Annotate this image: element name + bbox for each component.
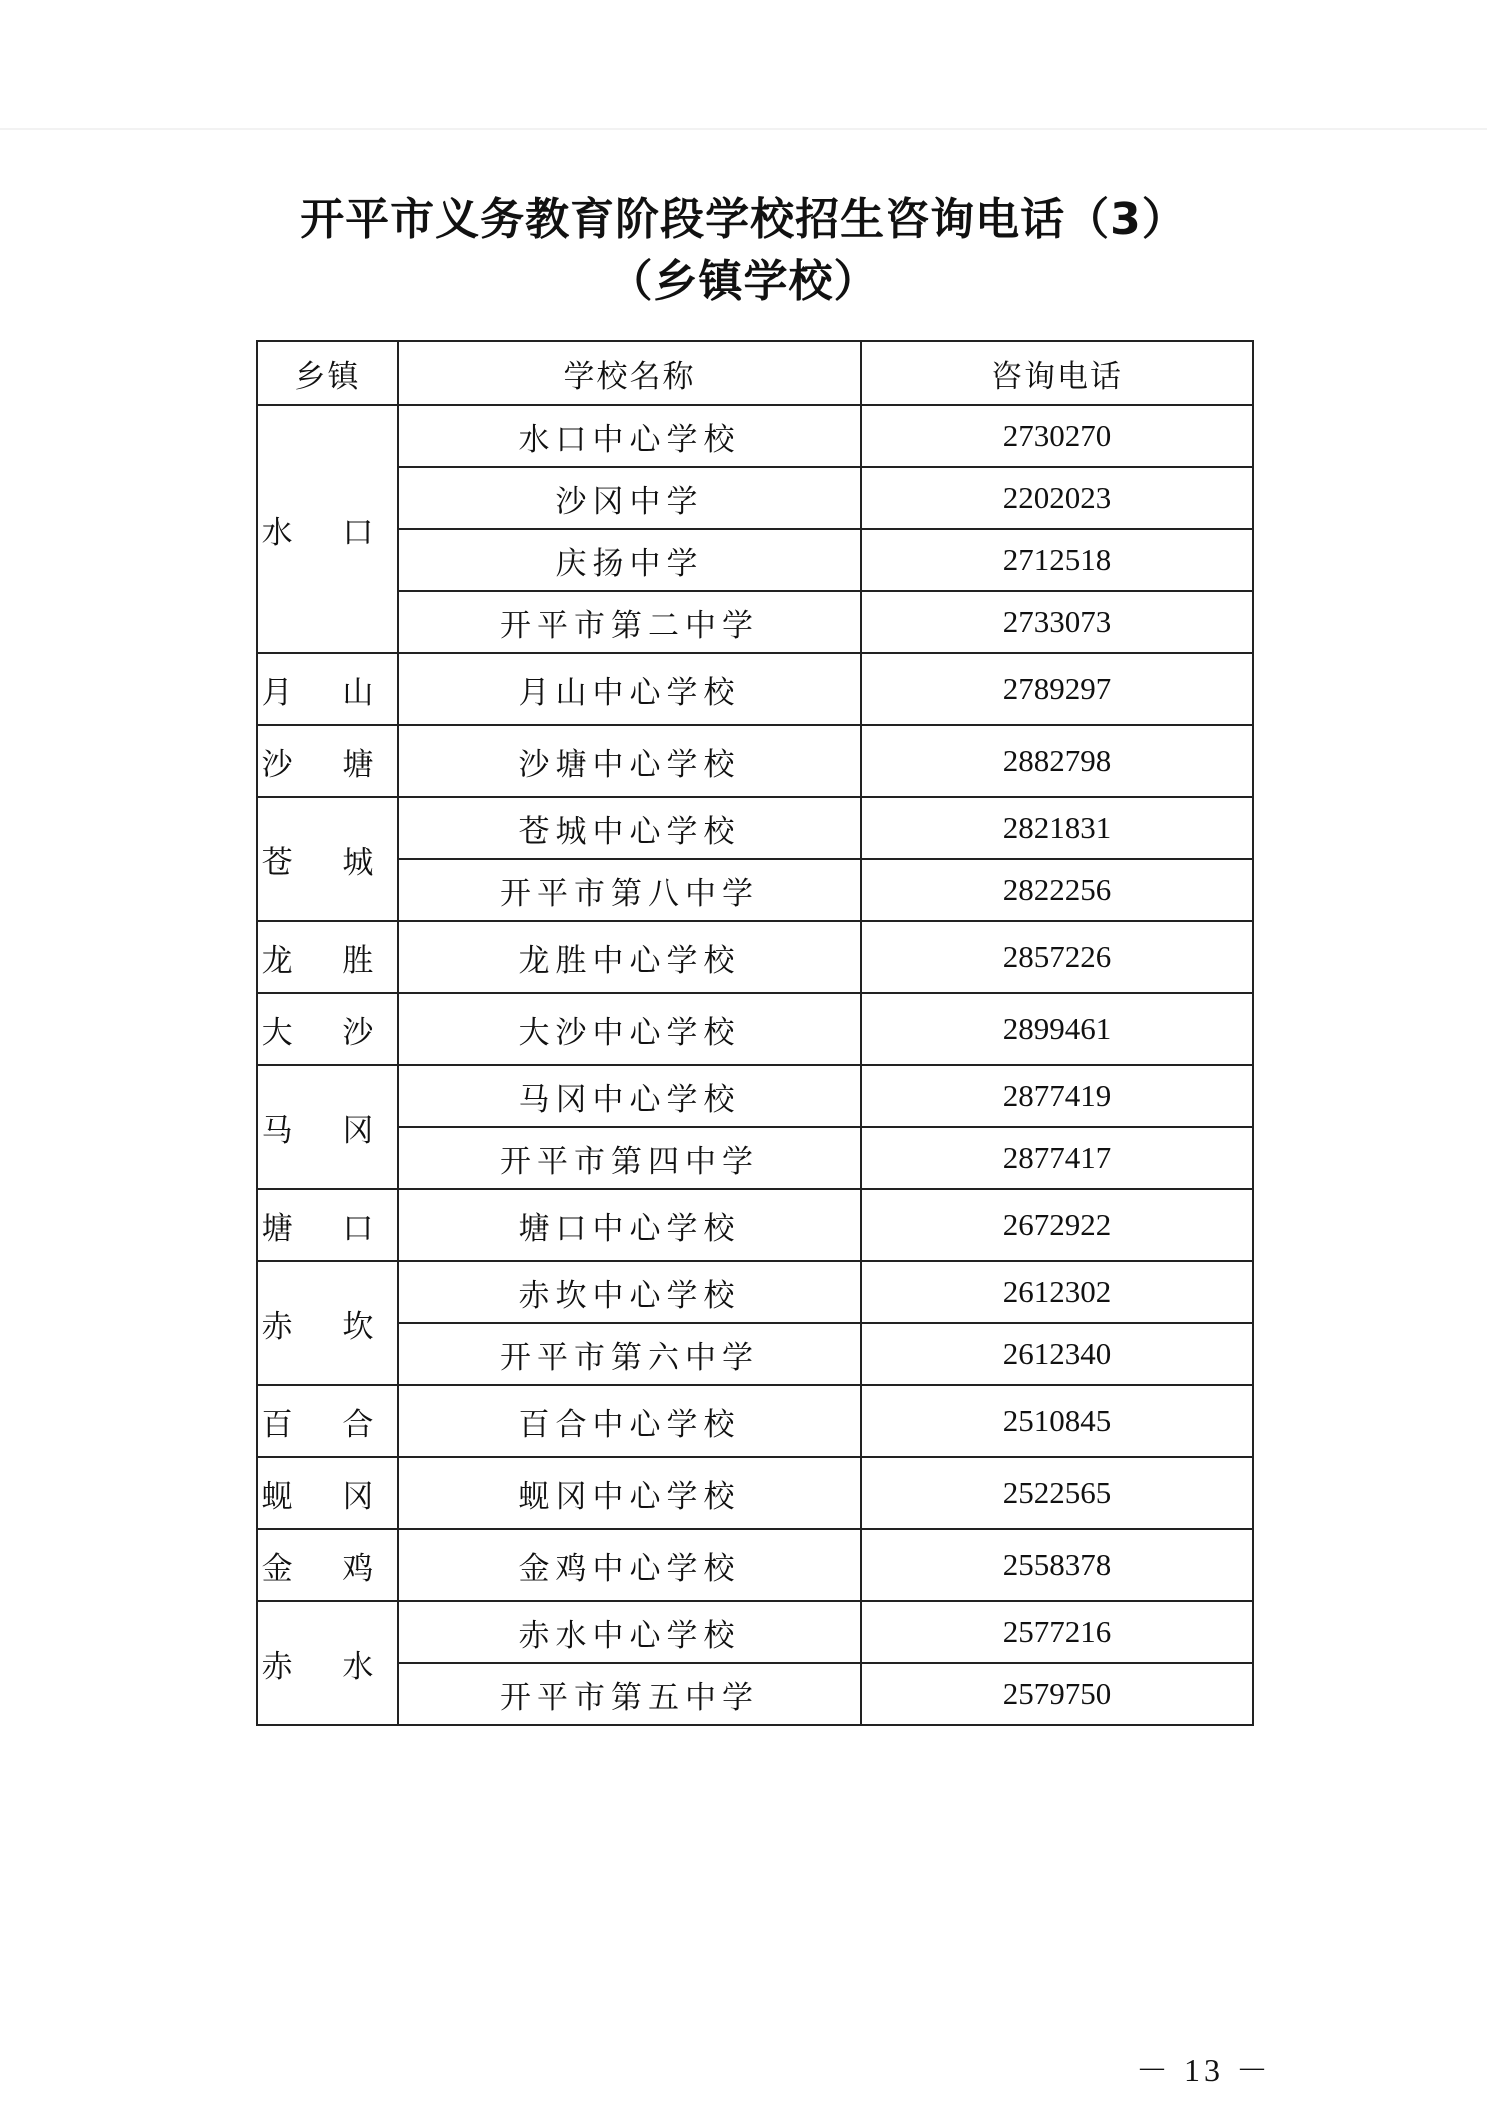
table-row — [257, 591, 1253, 653]
table-row — [257, 1529, 1253, 1601]
header-town: 乡镇 — [257, 341, 398, 405]
table-row — [257, 797, 1253, 859]
phone-number-cell: 2857226 — [861, 921, 1253, 993]
town-cell: 沙 塘 — [257, 725, 398, 797]
table-row — [257, 993, 1253, 1065]
phone-number-cell: 2822256 — [861, 859, 1253, 921]
school-name-cell: 沙塘中心学校 — [398, 725, 861, 797]
town-cell: 大 沙 — [257, 993, 398, 1065]
phone-number-cell: 2877417 — [861, 1127, 1253, 1189]
school-name-cell: 开平市第四中学 — [398, 1127, 861, 1189]
table-row — [257, 467, 1253, 529]
document-subtitle: （乡镇学校） — [608, 256, 879, 307]
table-row — [257, 1601, 1253, 1663]
table-row — [257, 725, 1253, 797]
town-cell: 蚬 冈 — [257, 1457, 398, 1529]
table-body — [257, 405, 1253, 1725]
town-cell: 赤 水 — [257, 1601, 398, 1725]
school-name-cell: 开平市第五中学 — [398, 1663, 861, 1725]
school-name-cell: 庆扬中学 — [398, 529, 861, 591]
school-name-cell: 月山中心学校 — [398, 653, 861, 725]
town-cell: 龙 胜 — [257, 921, 398, 993]
phone-number-cell: 2882798 — [861, 725, 1253, 797]
school-name-cell: 金鸡中心学校 — [398, 1529, 861, 1601]
header-school: 学校名称 — [398, 341, 861, 405]
town-cell: 塘 口 — [257, 1189, 398, 1261]
header-phone: 咨询电话 — [861, 341, 1253, 405]
phone-number-cell: 2522565 — [861, 1457, 1253, 1529]
school-name-cell: 蚬冈中心学校 — [398, 1457, 861, 1529]
town-cell: 苍 城 — [257, 797, 398, 921]
phone-number-cell: 2202023 — [861, 467, 1253, 529]
page-number: － 13 － — [1135, 2052, 1272, 2088]
phone-number-cell: 2672922 — [861, 1189, 1253, 1261]
table-row — [257, 859, 1253, 921]
town-cell: 金 鸡 — [257, 1529, 398, 1601]
phone-number-cell: 2612302 — [861, 1261, 1253, 1323]
phone-number-cell: 2558378 — [861, 1529, 1253, 1601]
school-name-cell: 马冈中心学校 — [398, 1065, 861, 1127]
table-row — [257, 529, 1253, 591]
phone-number-cell: 2899461 — [861, 993, 1253, 1065]
phone-number-cell: 2712518 — [861, 529, 1253, 591]
school-name-cell: 赤水中心学校 — [398, 1601, 861, 1663]
table-header-row — [257, 341, 1253, 405]
table-row — [257, 1385, 1253, 1457]
table-row — [257, 1261, 1253, 1323]
phone-number-cell: 2789297 — [861, 653, 1253, 725]
town-cell: 月 山 — [257, 653, 398, 725]
school-name-cell: 水口中心学校 — [398, 405, 861, 467]
school-name-cell: 塘口中心学校 — [398, 1189, 861, 1261]
school-name-cell: 百合中心学校 — [398, 1385, 861, 1457]
phone-number-cell: 2577216 — [861, 1601, 1253, 1663]
phone-number-cell: 2733073 — [861, 591, 1253, 653]
school-name-cell: 龙胜中心学校 — [398, 921, 861, 993]
town-cell: 水 口 — [257, 405, 398, 653]
table-row — [257, 1323, 1253, 1385]
phone-number-cell: 2730270 — [861, 405, 1253, 467]
document-title: 开平市义务教育阶段学校招生咨询电话（3） — [300, 194, 1187, 245]
scan-edge-line — [0, 128, 1487, 130]
school-name-cell: 赤坎中心学校 — [398, 1261, 861, 1323]
phone-number-cell: 2510845 — [861, 1385, 1253, 1457]
school-name-cell: 开平市第六中学 — [398, 1323, 861, 1385]
table-row — [257, 921, 1253, 993]
school-name-cell: 沙冈中学 — [398, 467, 861, 529]
phone-number-cell: 2579750 — [861, 1663, 1253, 1725]
table-row — [257, 1189, 1253, 1261]
school-name-cell: 大沙中心学校 — [398, 993, 861, 1065]
table-row — [257, 1663, 1253, 1725]
table-row — [257, 653, 1253, 725]
school-name-cell: 开平市第二中学 — [398, 591, 861, 653]
town-cell: 马 冈 — [257, 1065, 398, 1189]
phone-number-cell: 2821831 — [861, 797, 1253, 859]
table-row — [257, 1457, 1253, 1529]
table-row — [257, 405, 1253, 467]
school-name-cell: 苍城中心学校 — [398, 797, 861, 859]
town-cell: 赤 坎 — [257, 1261, 398, 1385]
school-name-cell: 开平市第八中学 — [398, 859, 861, 921]
table-row — [257, 1127, 1253, 1189]
enrollment-phone-table — [256, 340, 1254, 1726]
phone-number-cell: 2612340 — [861, 1323, 1253, 1385]
table-row — [257, 1065, 1253, 1127]
phone-number-cell: 2877419 — [861, 1065, 1253, 1127]
town-cell: 百 合 — [257, 1385, 398, 1457]
